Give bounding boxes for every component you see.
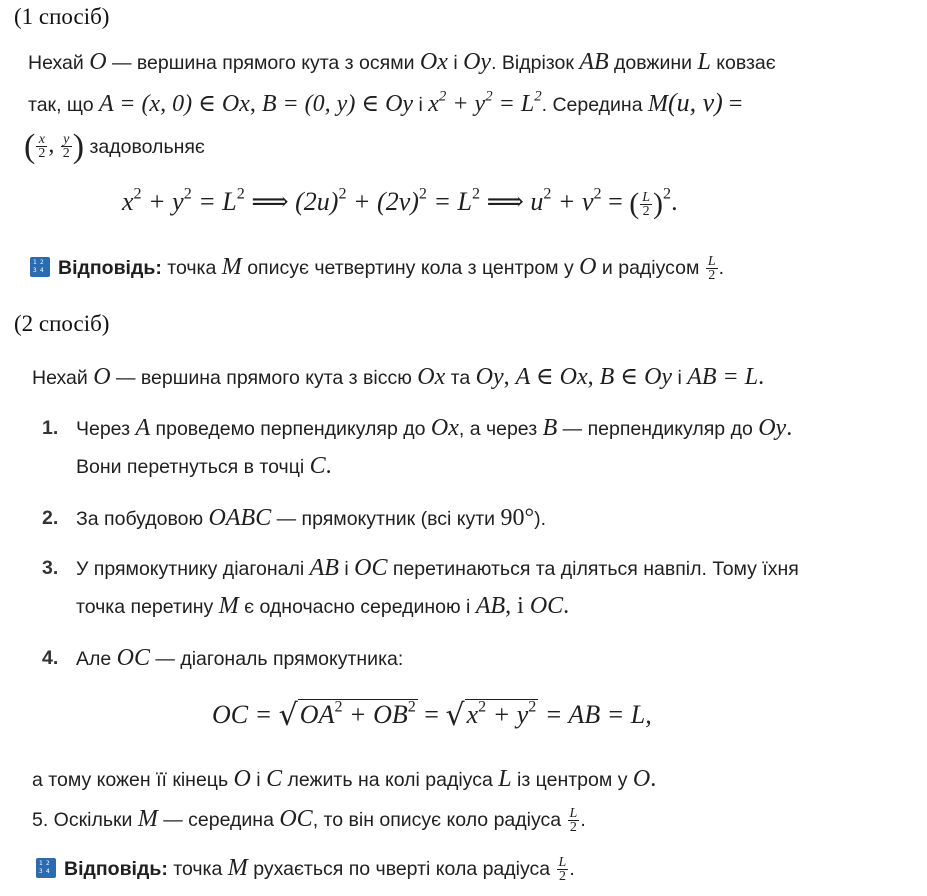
- text: — вершина прямого кута з осями: [106, 52, 420, 74]
- math-AB: AB: [579, 49, 609, 75]
- math-uv: (u, v): [667, 88, 723, 117]
- paragraph-1-line-1: [28, 49, 776, 76]
- paragraph-2-intro: Нехай O — вершина прямого кута з віссю Ox та Oy, A ∈ Ox, B ∈ Oy і AB = L.: [32, 364, 765, 390]
- paragraph-2-after: а тому кожен її кінець O і C лежить на колі радіуса L із центром у O.: [32, 766, 657, 792]
- list-item-1-line-1: Через A проведемо перпендикуляр до Ox, а через B — перпендикуляр до Oy.: [76, 415, 793, 441]
- list-number-3: 3.: [42, 557, 59, 579]
- text: . Середина: [541, 94, 648, 116]
- text: і: [447, 52, 464, 74]
- heading-method-1: (1 спосіб): [14, 4, 110, 29]
- paragraph-1-line-2: [28, 90, 742, 118]
- fraction-y-over-2: $\frac{y}{2}$: [62, 132, 70, 162]
- text: так, що: [28, 94, 100, 116]
- answer-2: 1 2 3 4 Відповідь: точка M рухається по чверті кола радіуса $\frac{L}{2}$ .: [36, 855, 575, 883]
- text: точка: [161, 257, 222, 279]
- fraction-L-over-2: $\frac{L}{2}$: [558, 855, 567, 885]
- text: Нехай: [28, 52, 90, 74]
- list-number-2: 2.: [42, 507, 59, 529]
- answer-1: [30, 254, 724, 282]
- fraction-L-over-2: $\frac{L}{2}$: [707, 254, 716, 284]
- list-number-1: 1.: [42, 417, 59, 439]
- list-item-5: 5. Оскільки M — середина OC, то він описує коло радіуса $\frac{L}{2}$ .: [32, 806, 586, 836]
- paren-left: (: [24, 127, 36, 165]
- list-item-3-line-1: У прямокутнику діагоналі AB і OC перетинаються та діляться навпіл. Тому їхня: [76, 555, 799, 581]
- text: .: [718, 257, 725, 279]
- display-equation-1: $x^2 + y^2 = L^2$ ⟹ $(2u)^2 + (2v)^2 = L^2$ ⟹ $u^2 + v^2$ = ( $\frac{L}{2}$ )$^2$.: [122, 185, 678, 221]
- text: і: [413, 94, 429, 116]
- heading-method-2: (2 спосіб): [14, 311, 110, 336]
- paragraph-1-line-3: [24, 128, 205, 164]
- math-Ox: Ox: [419, 49, 448, 75]
- math-B-point: B = (0, y) ∈ Oy: [261, 91, 414, 117]
- answer-label: Відповідь:: [58, 257, 162, 279]
- math-M: M: [227, 855, 248, 881]
- math-L: L: [697, 49, 711, 75]
- math-Oy: Oy: [463, 49, 492, 75]
- list-item-3-line-2: точка перетину M є одночасно серединою і AB, і OC.: [76, 593, 570, 619]
- text: и радіусом: [596, 257, 705, 279]
- text: описує четвертину кола з центром у: [241, 257, 580, 279]
- fraction-L-over-2: $\frac{L}{2}$: [642, 189, 651, 219]
- math-comma: ,: [48, 132, 55, 158]
- list-number-4: 4.: [42, 647, 59, 669]
- math-equals: =: [722, 91, 743, 117]
- text: довжини: [608, 52, 698, 74]
- text: ковзає: [710, 52, 776, 74]
- fraction-x-over-2: $\frac{x}{2}$: [38, 132, 46, 162]
- math-circle-eq: $x^2 + y^2 = L^2$: [428, 88, 542, 117]
- numbers-icon: 1 2 3 4: [36, 858, 56, 878]
- answer-label: Відповідь:: [64, 858, 168, 880]
- paren-right: ): [72, 127, 85, 165]
- fraction-L-over-2: $\frac{L}{2}$: [569, 806, 578, 836]
- math-M: M: [647, 91, 668, 117]
- math-O: O: [89, 49, 107, 75]
- list-item-2-line-1: За побудовою OABC — прямокутник (всі кути 90°).: [76, 505, 546, 531]
- list-item-4-line-1: Але OC — діагональ прямокутника:: [76, 645, 404, 671]
- math-A-point: A = (x, 0) ∈ Ox: [99, 91, 250, 117]
- math-O: O: [579, 254, 597, 280]
- math-comma: ,: [249, 91, 262, 117]
- math-M: M: [221, 254, 242, 280]
- numbers-icon: 1 2 3 4: [30, 257, 50, 277]
- list-item-1-line-2: Вони перетнуться в точці C.: [76, 453, 332, 479]
- text: задовольняє: [84, 135, 205, 158]
- text: . Відрізок: [491, 52, 580, 74]
- display-equation-2: OC = $√OA^2 + OB^2 = √x^2 + y^2$ = AB = L,: [212, 698, 652, 733]
